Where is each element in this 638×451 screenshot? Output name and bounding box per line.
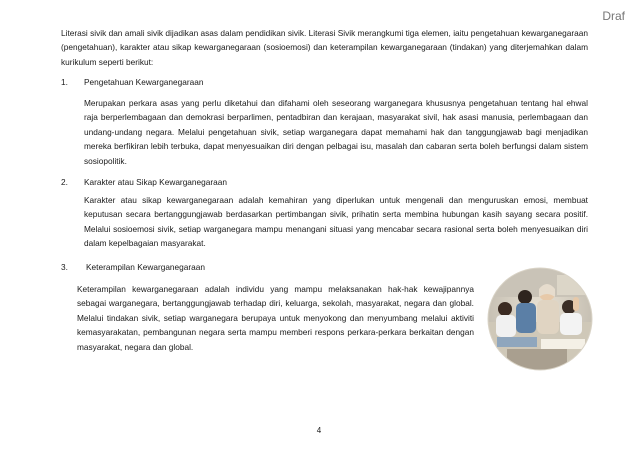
section-3-body: Keterampilan kewarganegaraan adalah individu yang mampu melaksanakan hak-hak kewajipannya sebagai warganegara, bertanggungjawab terhadap diri, keluarga, sekolah, masyarakat, negara dan global. Melalui tindakan sivik, setiap warganegara berupaya untuk menyokong dan menyumbang melalui aktiviti kemasyarakatan, pembangunan negara serta mampu memberi respons perkara-perkara berkaitan dengan masyarakat, negara dan global. — [77, 284, 474, 352]
section-2-number: 2. — [61, 177, 68, 187]
section-1-number: 1. — [61, 77, 68, 87]
draft-label: Draf — [602, 9, 625, 23]
section-2-body: Karakter atau sikap kewarganegaraan adalah kemahiran yang diperlukan untuk mengenali dan menguruskan emosi, membuat keputusan secara bertanggungjawab berdasarkan pertimbangan sivik, prihatin serta membina hubungan kasih sayang secara positif. Melalui sosioemosi sivik, setiap warganegara mampu menangani situasi yang mencabar secara rasional serta boleh menyesuaikan diri dalam kepelbagaian masyarakat. — [84, 195, 588, 249]
classroom-photo — [487, 267, 593, 371]
section-2-title: Karakter atau Sikap Kewarganegaraan — [84, 177, 227, 187]
section-1-title: Pengetahuan Kewarganegaraan — [84, 77, 204, 87]
section-3-title: Keterampilan Kewarganegaraan — [86, 262, 206, 272]
section-1-body: Merupakan perkara asas yang perlu diketahui dan difahami oleh seseorang warganegara khususnya pengetahuan tentang hal ehwal raja berperlembagaan dan demokrasi berparlimen, pentadbiran dan kerajaan, masyarakat sivil, hak asasi manusia, perlembagaan dan undang-undang negara. Melalui pengetahuan sivik, setiap warganegara dapat memahami hak dan tanggungjawab bagi menjadikan mereka berfikiran lebih terbuka, dapat menyesuaikan diri dengan pelbagai isu, masalah dan cabaran serta boleh berfungsi dalam sistem sosiopolitik. — [84, 98, 588, 166]
page-number: 4 — [316, 426, 322, 435]
section-3-number: 3. — [61, 262, 68, 272]
intro-paragraph: Literasi sivik dan amali sivik dijadikan asas dalam pendidikan sivik. Literasi Sivik merangkumi tiga elemen, iaitu pengetahuan kewarganegaraan (pengetahuan), karakter atau sikap kewarganegaraan (sosioemosi) dan keterampilan kewarganegaraan (tindakan) yang diterjemahkan dalam kurikulum seperti berikut: — [61, 28, 588, 67]
